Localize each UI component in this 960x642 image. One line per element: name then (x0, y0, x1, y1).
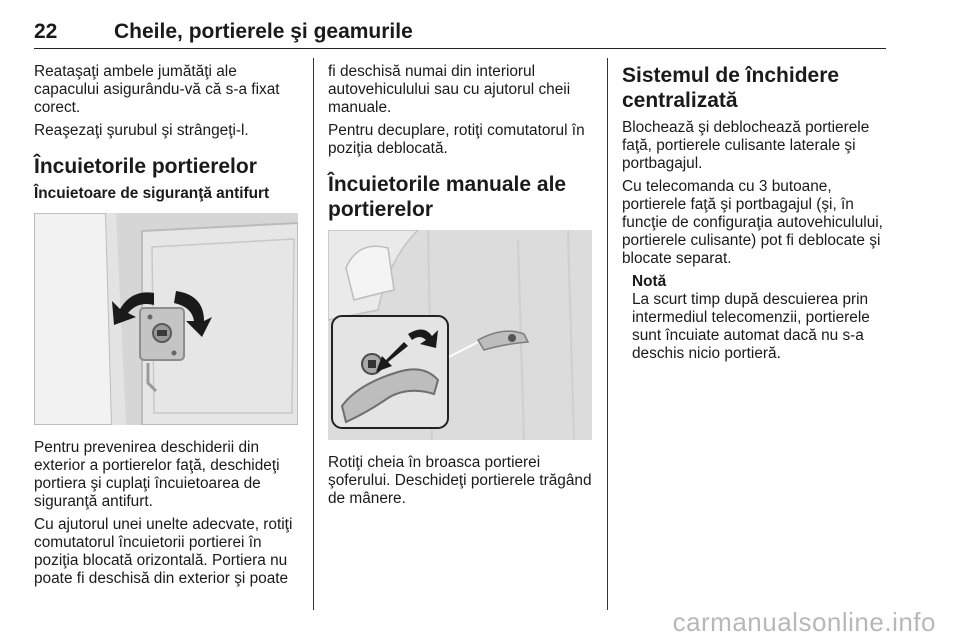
paragraph: Pentru decuplare, rotiţi comutatorul în poziţia deblocată. (328, 122, 585, 157)
subsection-heading: Încuietoare de siguranţă antifurt (34, 185, 270, 202)
watermark: carmanualsonline.info (672, 607, 936, 637)
section-heading: Încuietorile manuale ale portierelor (328, 173, 567, 221)
column-2 (328, 63, 594, 513)
figure-antitheft-lock (34, 213, 298, 425)
column-divider (313, 58, 314, 610)
column-3 (622, 63, 888, 368)
paragraph: Cu ajutorul unei unelte adecvate, rotiţi comutatorul încuietorii portierei în poziţia blocată orizontală. Portiera nu poate fi deschisă din exterior şi poate (34, 516, 293, 587)
paragraph: Reataşaţi ambele jumătăţi ale capacului asigurându-vă că s-a fixat corect. (34, 63, 280, 116)
note-box (632, 273, 888, 363)
paragraph: Reaşezaţi şurubul şi strângeţi-l. (34, 122, 249, 139)
paragraph: fi deschisă numai din interiorul autovehiculului sau cu ajutorul cheii manuale. (328, 63, 571, 116)
note-text: La scurt timp după descuierea prin intermediul telecomenzii, portierele sunt încuiate automat dacă nu s-a deschis nicio portieră. (632, 291, 870, 362)
paragraph: Pentru prevenirea deschiderii din exterior a portierelor faţă, deschideţi portiera şi cuplaţi încuietoarea de siguranţă antifurt. (34, 439, 280, 510)
chapter-title: Cheile, portierele şi geamurile (114, 20, 413, 43)
column-divider (607, 58, 608, 610)
section-heading: Sistemul de închidere centralizată (622, 64, 840, 112)
section-heading: Încuietorile portierelor (34, 155, 257, 178)
paragraph: Cu telecomanda cu 3 butoane, portierele faţă şi portbagajul (şi, în funcţie de configuraţia autovehiculului, portierele culisante) pot fi deblocate şi blocate separat. (622, 178, 883, 267)
note-title: Notă (632, 273, 667, 290)
figure-manual-door-lock (328, 230, 592, 440)
column-1 (34, 63, 300, 593)
paragraph: Blochează şi deblochează portierele faţă, portierele culisante laterale şi portbagajul. (622, 119, 870, 172)
paragraph: Rotiţi cheia în broasca portierei şoferului. Deschideţi portierele trăgând de mânere. (328, 454, 592, 507)
page-number: 22 (34, 20, 58, 43)
page-header (34, 20, 886, 49)
